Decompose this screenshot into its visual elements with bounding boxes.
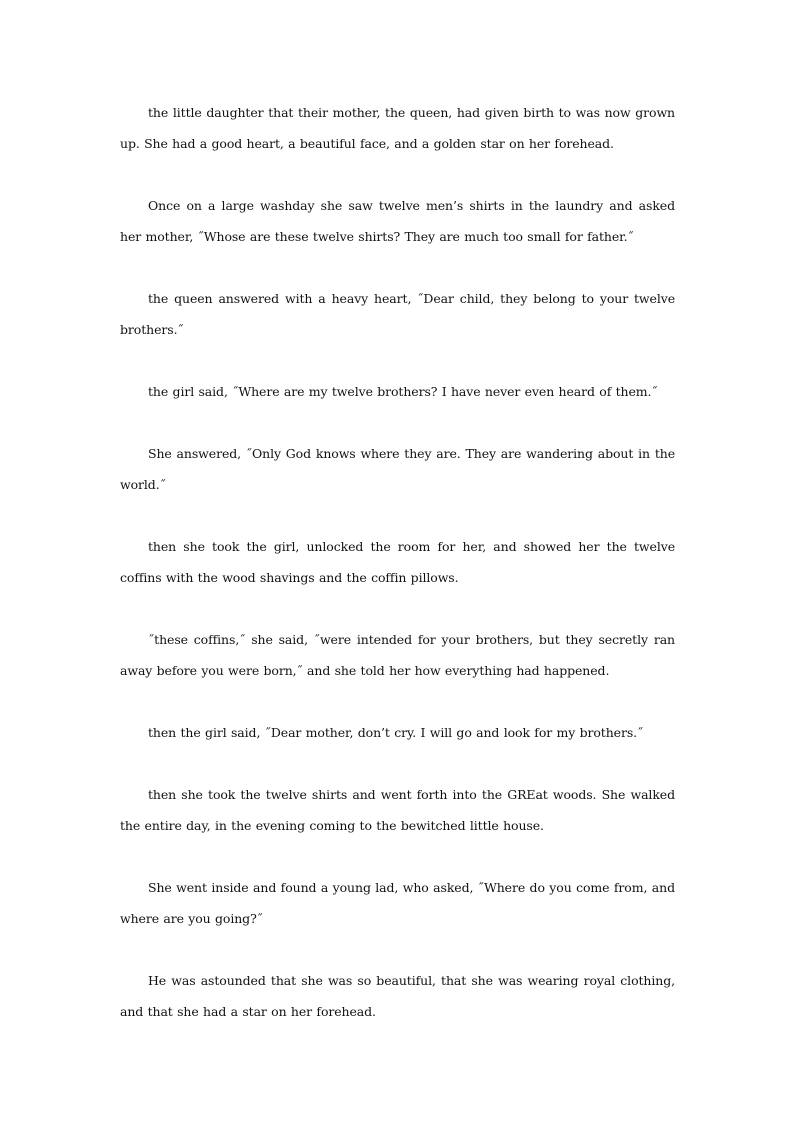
paragraph-5: She answered, ˝Only God knows where they are. They are wandering about in the world.˝	[120, 446, 675, 492]
paragraph-3: the queen answered with a heavy heart, ˝Dear child, they belong to your twelve brothers.˝	[120, 291, 675, 337]
paragraph-9: then she took the twelve shirts and went forth into the GREat woods. She walked the entire day, in the evening coming to the bewitched little house.	[120, 787, 675, 833]
paragraph-6: then she took the girl, unlocked the room for her, and showed her the twelve coffins with the wood shavings and the coffin pillows.	[120, 539, 675, 585]
paragraph-10: She went inside and found a young lad, who asked, ˝Where do you come from, and where are you going?˝	[120, 880, 675, 926]
paragraph-2: Once on a large washday she saw twelve men’s shirts in the laundry and asked her mother, ˝Whose are these twelve shirts? They are much too small for father.˝	[120, 198, 675, 244]
paragraph-8: then the girl said, ˝Dear mother, don’t cry. I will go and look for my brothers.˝	[148, 725, 644, 740]
paragraph-4: the girl said, ˝Where are my twelve brothers? I have never even heard of them.˝	[148, 384, 658, 399]
paragraph-1: the little daughter that their mother, the queen, had given birth to was now grown up. She had a good heart, a beautiful face, and a golden star on her forehead.	[120, 105, 675, 151]
paragraph-11: He was astounded that she was so beautiful, that she was wearing royal clothing, and that she had a star on her forehead.	[120, 973, 675, 1019]
paragraph-7: ˝these coffins,˝ she said, ˝were intended for your brothers, but they secretly ran away before you were born,˝ and she told her how everything had happened.	[120, 632, 675, 678]
document-body	[120, 97, 675, 1027]
